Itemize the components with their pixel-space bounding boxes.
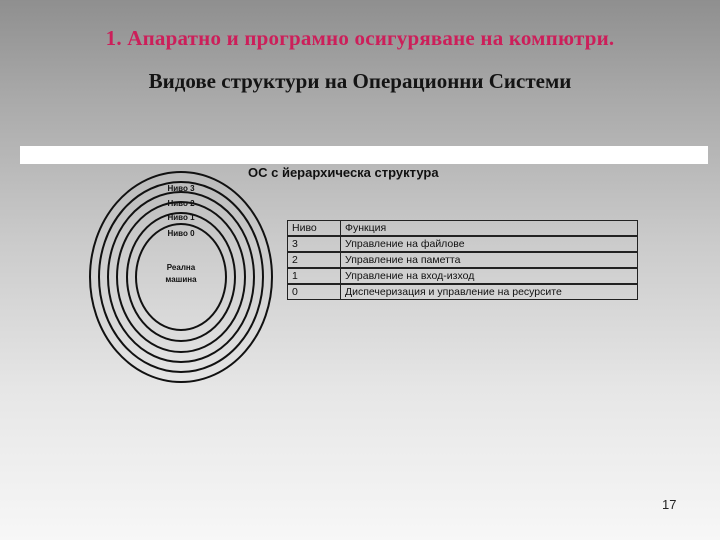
concentric-rings-diagram bbox=[88, 170, 274, 384]
page-number: 17 bbox=[662, 497, 677, 512]
slide-subtitle: Видове структури на Операционни Системи bbox=[148, 69, 572, 93]
slide-title: 1. Апаратно и програмно осигуряване на компютри. bbox=[105, 26, 615, 50]
table-row bbox=[288, 236, 638, 252]
header-level: Ниво bbox=[288, 221, 341, 237]
cell-level: 2 bbox=[288, 252, 341, 268]
cell-function: Управление на паметта bbox=[341, 252, 638, 268]
cell-function: Диспечеризация и управление на ресурсите bbox=[341, 284, 638, 300]
cell-level: 3 bbox=[288, 236, 341, 252]
table-row bbox=[288, 252, 638, 268]
cell-function: Управление на вход-изход bbox=[341, 268, 638, 284]
ring-label-level-1: Ниво 1 bbox=[167, 213, 195, 222]
table-row bbox=[288, 268, 638, 284]
cell-level: 0 bbox=[288, 284, 341, 300]
table-row bbox=[288, 284, 638, 300]
ring-label-level-2: Ниво 2 bbox=[167, 199, 195, 208]
header-function: Функция bbox=[341, 221, 638, 237]
core-label-line1: Реална bbox=[166, 263, 196, 272]
table-header-row bbox=[288, 221, 638, 237]
levels-table bbox=[287, 220, 638, 300]
figure-title: ОС с йерархическа структура bbox=[248, 165, 439, 180]
cell-function: Управление на файлове bbox=[341, 236, 638, 252]
ring-label-level-3: Ниво 3 bbox=[167, 184, 195, 193]
core-label-line2: машина bbox=[165, 275, 197, 284]
cell-level: 1 bbox=[288, 268, 341, 284]
ring-label-level-0: Ниво 0 bbox=[167, 229, 195, 238]
